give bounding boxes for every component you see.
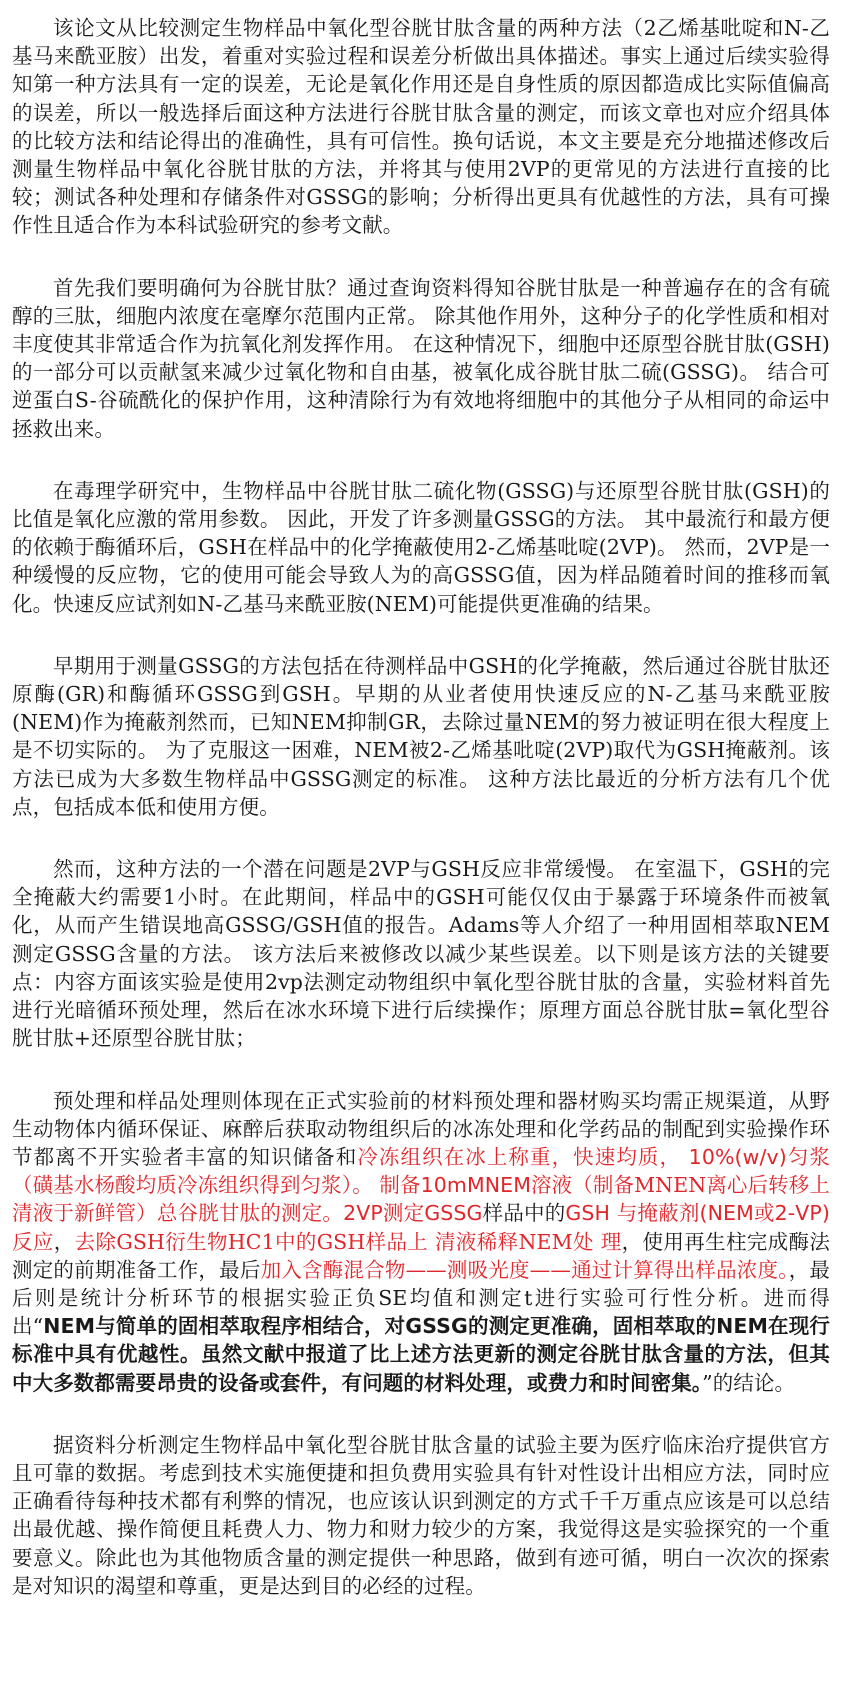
paragraph-intro: 该论文从比较测定生物样品中氧化型谷胱甘肽含量的两种方法（2乙烯基吡啶和N-乙基马来酰亚胺）出发，着重对实验过程和误差分析做出具体描述。事实上通过后续实验得知第一种方法具有一定的误差，无论是氧化作用还是自身性质的原因都造成比实际值偏高的误差，所以一般选择后面这种方法进行谷胱甘肽含量的测定，而该文章也对应介绍具体的比较方法和结论得出的准确性，具有可信性。换句话说，本文主要是充分地描述修改后测量生物样品中氧化谷胱甘肽的方法，并将其与使用2VP的更常见的方法进行直接的比较；测试各种处理和存储条件对GSSG的影响；分析得出更具有优越性的方法，具有可操作性且适合作为本科试验研究的参考文献。 — [12, 16, 830, 238]
procedure-highlight: GSH 与掩蔽剂(NEM或2-VP)反应 — [12, 1201, 830, 1254]
procedure-text: 样品中的 — [482, 1201, 566, 1226]
procedure-highlight: （磺基水杨酸均质冷冻组织得到匀浆）。 制备 — [12, 1173, 421, 1198]
procedure-highlight: 10%(w/v)匀浆 — [681, 1144, 831, 1169]
procedure-text: ，使用再生柱完成酶法测定的前期准备工作，最后 — [12, 1229, 831, 1282]
procedure-text: ，最后则是统计分析环节的根据实验正负SE均值和测定t进行实验可行性分析。进而得出“ — [12, 1257, 831, 1339]
procedure-conclusion-quote: NEM与简单的固相萃取程序相结合，对GSSG的测定更准确，固相萃取的NEM在现行标准中具有优越性。虽然文献中报道了比上述方法更新的测定谷胱甘肽含量的方法，但其中大多数都需要昂贵的设备或套件，有问题的材料处理，或费力和时间密集。 — [12, 1314, 830, 1395]
paragraph-procedure — [12, 1087, 830, 1397]
paragraph-early-methods: 早期用于测量GSSG的方法包括在待测样品中GSH的化学掩蔽，然后通过谷胱甘肽还原酶(GR)和酶循环GSSG到GSH。早期的从业者使用快速反应的N-乙基马来酰亚胺(NEM)作为掩蔽剂然而，已知NEM抑制GR，去除过量NEM的努力被证明在很大程度上是不切实际的。 为了克服这一困难，NEM被2-乙烯基吡啶(2VP)取代为GSH掩蔽剂。该方法已成为大多数生物样品中GSSG测定的标准。 这种方法比最近的分析方法有几个优点，包括成本低和使用方便。 — [12, 653, 830, 819]
procedure-highlight: 加入含酶混合物——测吸光度——通过计算得出样品浓度。 — [260, 1257, 789, 1282]
paragraph-toxicology: 在毒理学研究中，生物样品中谷胱甘肽二硫化物(GSSG)与还原型谷胱甘肽(GSH)的比值是氧化应激的常用参数。 因此，开发了许多测量GSSG的方法。 其中最流行和最方便的依赖于酶循环后，GSH在样品中的化学掩蔽使用2-乙烯基吡啶(2VP)。 然而，2VP是一种缓慢的反应物，它的使用可能会导致人为的高GSSG值，因为样品随着时间的推移而氧化。快速反应试剂如N-乙基马来酰亚胺(NEM)可能提供更准确的结果。 — [12, 478, 830, 616]
procedure-highlight: 10mMNEM溶液 — [420, 1173, 573, 1198]
procedure-highlight: 去除GSH衍生物HC1中的GSH样品上 清液稀释NEM处 理 — [74, 1229, 622, 1254]
procedure-highlight: 冷冻组织在冰上称重，快速均质， — [357, 1144, 682, 1169]
procedure-highlight: 2VP测定GSSG — [343, 1201, 483, 1226]
procedure-text: ”的结论。 — [702, 1370, 796, 1395]
paragraph-significance: 据资料分析测定生物样品中氧化型谷胱甘肽含量的试验主要为医疗临床治疗提供官方且可靠的数据。考虑到技术实施便捷和担负费用实验具有针对性设计出相应方法，同时应正确看待每种技术都有利弊的情况，也应该认识到测定的方式千千万重点应该是可以总结出最优越、操作简便且耗费人力、物力和财力较少的方案，我觉得这是实验探究的一个重要意义。除此也为其他物质含量的测定提供一种思路，做到有迹可循，明白一次次的探索是对知识的渴望和尊重，更是达到目的必经的过程。 — [12, 1432, 830, 1598]
paragraph-glutathione-definition: 首先我们要明确何为谷胱甘肽？通过查询资料得知谷胱甘肽是一种普遍存在的含有硫醇的三肽，细胞内浓度在毫摩尔范围内正常。 除其他作用外，这种分子的化学性质和相对丰度使其非常适合作为抗氧化剂发挥作用。 在这种情况下，细胞中还原型谷胱甘肽(GSH)的一部分可以贡献氢来减少过氧化物和自由基，被氧化成谷胱甘肽二硫(GSSG)。 结合可逆蛋白S-谷硫酰化的保护作用，这种清除行为有效地将细胞中的其他分子从相同的命运中拯救出来。 — [12, 275, 830, 441]
procedure-text: 预处理和样品处理则体现在正式实验前的材料预处理和器材购买均需正规渠道，从野生动物体内循环保证、麻醉后获取动物组织后的冰冻处理和化学药品的制配到实验操作环节都离不开实验者丰富的知识储备和 — [12, 1088, 830, 1169]
paragraph-method-problem: 然而，这种方法的一个潜在问题是2VP与GSH反应非常缓慢。 在室温下，GSH的完全掩蔽大约需要1小时。在此期间，样品中的GSH可能仅仅由于暴露于环境条件而被氧化，从而产生错误地高GSSG/GSH值的报告。Adams等人介绍了一种用固相萃取NEM测定GSSG含量的方法。 该方法后来被修改以减少某些误差。以下则是该方法的关键要点：内容方面该实验是使用2vp法测定动物组织中氧化型谷胱甘肽的含量，实验材料首先进行光暗循环预处理，然后在冰水环境下进行后续操作；原理方面总谷胱甘肽=氧化型谷胱甘肽+还原型谷胱甘肽； — [12, 857, 830, 1051]
procedure-text: ， — [53, 1229, 75, 1254]
procedure-highlight: 总谷胱甘肽的测定。 — [156, 1201, 344, 1226]
procedure-highlight: （制备MNEN离心后转移上清液于新鲜管） — [12, 1173, 830, 1226]
